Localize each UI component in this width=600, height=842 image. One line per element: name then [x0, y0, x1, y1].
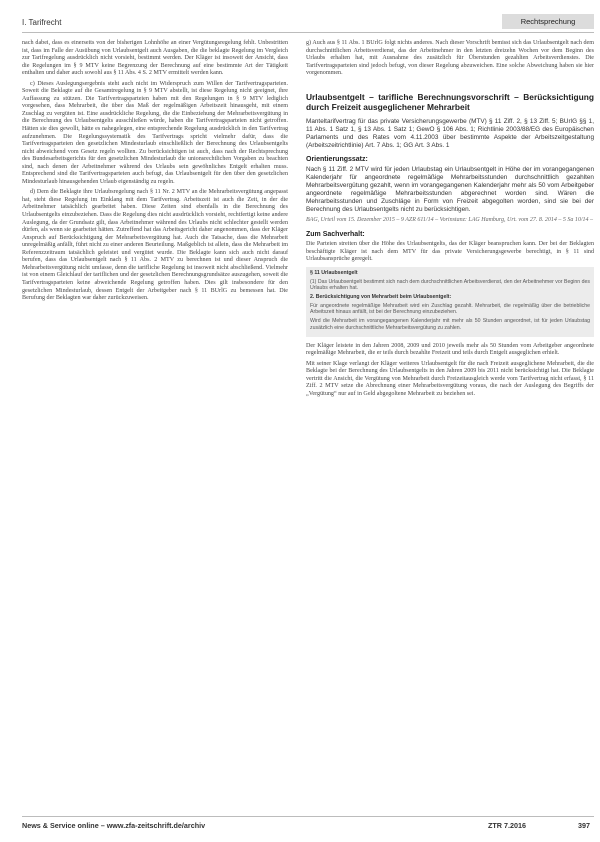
tariff-text-box [306, 267, 594, 337]
guide-heading: Orientierungssatz: [306, 155, 368, 163]
right-column [306, 40, 594, 401]
left-column [22, 40, 288, 306]
paragraph: Der Kläger leistete in den Jahren 2008, 2009 und 2010 jeweils mehr als 50 Stunden vom Arbeitgeber angeordnete regelmäßige Mehrarbeit, die er teils durch bezahlte Freizeit und teils durch Entgelt ausgeglichen erhielt. [306, 342, 594, 357]
paragraph: c) Dieses Auslegungsergebnis steht auch nicht im Widerspruch zum Willen der Tarifvertragsparteien. Soweit die Beklagte auf die Gesamtregelung in § 9 MTV abstellt, ist diese Regelung nicht geeignet, ihre Auffassung zu stützen. Die Tarifvertragsparteien haben mit den Regelungen in § 9 MTV lediglich vorgesehen, dass Mehrarbeit, die über das Maß der regelmäßigen Arbeitszeit hinausgeht, mit einem Zuschlag zu vergüten ist. Eine ausdrückliche Regelung, die die Einbeziehung der Mehrarbeitsvergütung in die Berechnung des Urlaubsentgelts ausschließen würde, haben die Tarifvertragsparteien nicht getroffen. Hätten sie dies gewollt, hätte es nahegelegen, eine entsprechende Regelung ausdrücklich in den Tarifvertrag aufzunehmen. Die Regelungssystematik des Tarifvertrags spricht vielmehr dafür, dass die Tarifvertragsparteien den gesetzlichen Mindesturlaub einschließlich der Berechnung des Urlaubsentgelts nicht abweichend vom Gesetz regeln wollten. Zu berücksichtigen ist auch, dass nach der Rechtsprechung des Bundesarbeitsgerichts für den gesetzlichen Mindesturlaub die unionsrechtlichen Vorgaben zu beachten sind, nach denen der Arbeitnehmer während des Urlaubs sein gewöhnliches Entgelt erhalten muss. Entsprechend sind die Tarifvertragsparteien auch befugt, das Urlaubsentgelt für den über den gesetzlichen Mindesturlaub hinausgehenden Urlaub eigenständig zu regeln. [22, 80, 288, 185]
header-rule [22, 32, 594, 33]
section-header: I. Tarifrecht [22, 18, 62, 27]
legal-basis: Manteltarifvertrag für das private Versicherungsgewerbe (MTV) § 11 Ziff. 2, § 13 Ziff. 5; BUrlG §§ 1, 11 Abs. 1 Satz 1, § 13 Abs. 1 Satz 1; GewO § 106 Abs. 1; Richtlinie 2003/88/EG des Europäischen Parlaments und des Rates vom 4.11.2003 über bestimmte Aspekte der Arbeitszeitgestaltung (Arbeitszeitrichtlinie) Art. 7 Abs. 1; GG Art. 3 Abs. 1 [306, 117, 594, 149]
decision-heading: Urlaubsentgelt – tarifliche Berechnungsvorschrift – Berücksichtigung durch Freizeit ausgeglichener Mehrarbeit [306, 91, 594, 112]
paragraph: nach dabei, dass es einerseits von der bisherigen Lohnhöhe an einer Vergütungsregelung fehlt. Unbestritten ist, dass im Falle der Ausübung von Urlaubsentgelt auch Ausgaben, die die beklagte Regelung im Vergleich zur Tarifregelung ausdrücklich nicht vorsieht, bestimmt werden. Der Kläger ist insoweit der Ansicht, dass die Regelungen im § 9 MTV keine Begrenzung der Berechnung auf eine bestimmte Art der Tätigkeit enthalten und daher auch sowohl aus § 11 Abs. 4 S. 2 MTV ermittelt werden kann. [22, 40, 288, 77]
facts-text: Die Parteien streiten über die Höhe des Urlaubsentgelts, das der Kläger beanspruchen kann. Der bei der Beklagten beschäftigte Kläger ist nach dem MTV für das private Versicherungsgewerbe berechtigt, in § 11 sind Urlaubsansprüche geregelt. [306, 241, 594, 263]
paragraph: Mit seiner Klage verlangt der Kläger weiteres Urlaubsentgelt für die nach Freizeit ausgeglichene Mehrarbeit, die die Beklagte bei der Berechnung des Urlaubsentgelts in den Jahren 2009 bis 2011 nicht berücksichtigt hat. Die Beklagte vertritt die Ansicht, die Vergütung von Mehrarbeit durch Freizeitausgleich werde vom Tarifvertrag nicht erfasst, § 11 Ziff. 2 MTV setze die Abrechnung einer Mehrarbeitsvergütung voraus, die nach der Auslegung des Begriffs der „Vergütung“ nur auf in Geld abgegoltene Mehrarbeit zu beziehen sei. [306, 360, 594, 397]
box-item: 2. Berücksichtigung von Mehrarbeit beim Urlaubsentgelt: [310, 294, 452, 301]
case-reference: BAG, Urteil vom 15. Dezember 2015 – 9 AZR 611/14 – Vorinstanz: LAG Hamburg, Urt. vom 27. 8. 2014 – 5 Sa 10/14 – [306, 217, 594, 224]
paragraph: d) Dem die Beklagte ihre Urlaubsregelung nach § 11 Nr. 2 MTV an die Mehrarbeitsvergütung angepasst hat, steht diese Regelung im Einklang mit dem Tarifvertrag. Arbeitszeit ist auch die Zeit, in der die Arbeitnehmer tatsächlich gearbeitet haben. Diese Zeiten sind ebenfalls in die Berechnung des Urlaubsentgelts einzubeziehen. Dass die Regelung dies nicht ausdrücklich vorsieht, rechtfertigt keine andere Auslegung, da der Grundsatz gilt, dass Arbeitnehmer während des Urlaubs nicht schlechter gestellt werden dürfen, als wenn sie gearbeitet hätten. Zutreffend hat das Arbeitsgericht daher angenommen, dass der Kläger Anspruch auf Berücksichtigung der Mehrarbeitsvergütung hat. Auch die Tatsache, dass die Mehrarbeit unregelmäßig anfällt, führt nicht zu einer anderen Beurteilung. Maßgeblich ist allein, dass die Mehrarbeit im Referenzzeitraum tatsächlich geleistet und vergütet wurde. Die Beklagte kann sich auch nicht darauf berufen, dass das Urlaubsentgelt nach § 11 Abs. 2 MTV zu berechnen ist und dieser Anspruch die Mehrarbeitsvergütung nicht umfasse, denn die tarifliche Regelung ist insoweit nicht abschließend. Vielmehr ist von einem Gleichlauf der tariflichen und der gesetzlichen Berechnungsgrundsätze auszugehen, soweit die Tarifvertragsparteien keine abweichende Regelung getroffen haben. Dies gilt insbesondere für den gesetzlichen Mindesturlaub, dessen Entgelt der Arbeitgeber nach § 11 BUrlG zu bemessen hat. Die Berufung der Beklagten war daher zurückzuweisen. [22, 189, 288, 302]
footer-link[interactable]: News & Service online – www.zfa-zeitschrift.de/archiv [22, 821, 206, 830]
guide-text: Nach § 11 Ziff. 2 MTV wird für jeden Urlaubstag ein Urlaubsentgelt in Höhe der im vorangegangenen Kalenderjahr für angeordnete regelmäßige Mehrarbeitsstunden durchschnittlich gezahlten Mehrarbeitsvergütung gezahlt, wenn im vorangegangenen Kalenderjahr mehr als 50 vom Arbeitgeber angeordnete regelmäßige Mehrarbeitsstunden abgerechnet worden sind. Wären die Mehrarbeitsstunden und Zuschläge in Form von Freizeit abgegolten worden, sind sie bei der Berechnung des Urlaubsentgelts nicht zu berücksichtigen. [306, 166, 594, 214]
category-badge: Rechtsprechung [502, 14, 594, 29]
intro-paragraph: g) Auch aus § 11 Abs. 1 BUrlG folgt nichts anderes. Nach dieser Vorschrift bemisst sich das Urlaubsentgelt nach dem durchschnittlichen Arbeitsverdienst, das der Arbeitnehmer in den letzten dreizehn Wochen vor dem Beginn des Urlaubs erhalten hat, mit Ausnahme des zusätzlich für Überstunden gezahlten Arbeitsverdienstes. Die Tarifvertragsparteien sind jedoch befugt, von dieser Regelung abzuweichen. Eine solche Abweichung haben sie hier vorgenommen. [306, 40, 594, 77]
footer-rule [22, 816, 594, 817]
box-title: § 11 Urlaubsentgelt [310, 269, 358, 276]
facts-heading: Zum Sachverhalt: [306, 230, 365, 238]
box-item: Für angeordnete regelmäßige Mehrarbeit wird ein Zuschlag gezahlt. Mehrarbeit, die regelmäßig über die betriebliche Arbeitszeit hinaus anfällt, ist bei der Berechnung einzubeziehen. [310, 302, 590, 316]
journal-issue: ZTR 7.2016 [488, 821, 526, 830]
page-number: 397 [578, 821, 590, 830]
box-item: (1) Das Urlaubsentgelt bestimmt sich nach dem durchschnittlichen Arbeitsverdienst, den der Arbeitnehmer vor Beginn des Urlaubs erhalten hat. [310, 278, 590, 292]
box-item: Wird die Mehrarbeit im vorangegangenen Kalenderjahr mit mehr als 50 Stunden angeordnet, ist für jeden Urlaubstag zusätzlich eine durchschnittliche Mehrarbeitsvergütung zu zahlen. [310, 318, 590, 331]
